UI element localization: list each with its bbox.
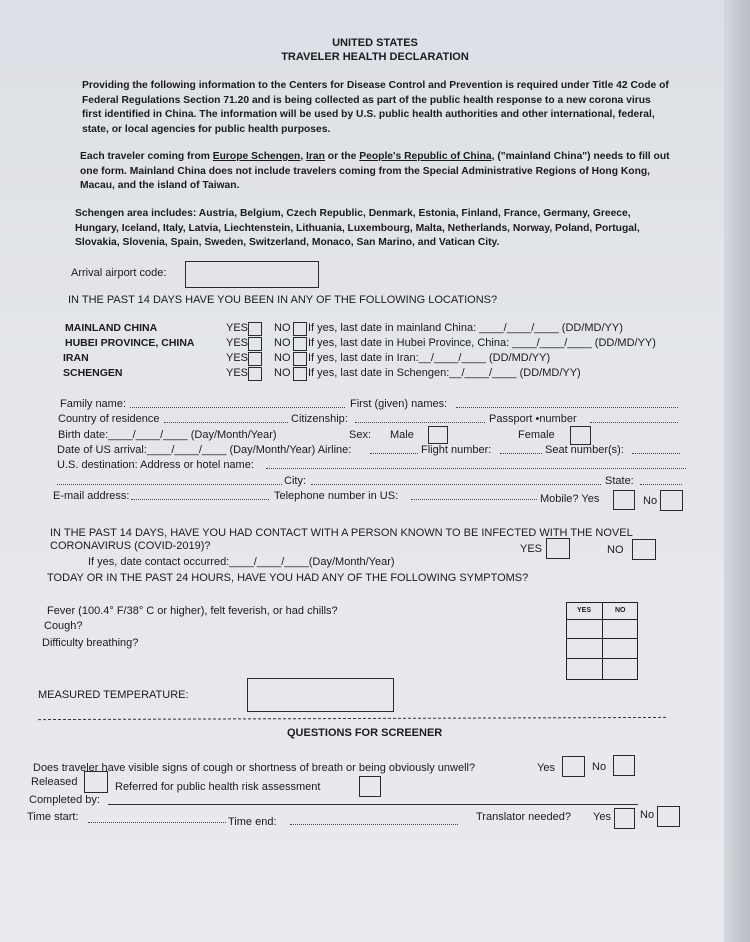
referred-label: Referred for public health risk assessment	[115, 781, 321, 793]
arrival-date-field[interactable]: Date of US arrival:____/____/____ (Day/Month/Year) Airline:	[57, 444, 352, 456]
airline-input[interactable]	[370, 453, 418, 454]
no-checkbox[interactable]	[293, 352, 307, 366]
yes-checkbox[interactable]	[248, 367, 262, 381]
contact-no-label: NO	[607, 544, 624, 556]
passport-input[interactable]	[590, 422, 678, 423]
telephone-label: Telephone number in US:	[274, 490, 399, 502]
citizenship-input[interactable]	[355, 422, 485, 423]
symptom-breathing: Difficulty breathing?	[42, 637, 139, 649]
yes-checkbox[interactable]	[248, 322, 262, 336]
first-names-label: First (given) names:	[350, 398, 448, 410]
yes-label: YES	[226, 367, 249, 379]
no-label: NO	[274, 322, 291, 334]
email-input[interactable]	[131, 499, 269, 500]
symptoms-question: TODAY OR IN THE PAST 24 HOURS, HAVE YOU HAD ANY OF THE FOLLOWING SYMPTOMS?	[47, 572, 529, 584]
arrival-airport-input[interactable]	[185, 261, 319, 288]
grid-no-header: NO	[615, 607, 626, 614]
cut-line	[38, 717, 666, 720]
screener-no-checkbox[interactable]	[613, 755, 635, 776]
seat-number-input[interactable]	[632, 453, 680, 454]
yes-label: YES	[226, 322, 249, 334]
location-name: IRAN	[63, 352, 89, 364]
grid-divider	[567, 619, 637, 620]
contact-yes-checkbox[interactable]	[546, 538, 570, 559]
yes-checkbox[interactable]	[248, 337, 262, 351]
no-checkbox[interactable]	[293, 367, 307, 381]
birth-date-field[interactable]: Birth date:____/____/____ (Day/Month/Year)	[58, 429, 277, 441]
citizenship-label: Citizenship:	[291, 413, 348, 425]
translator-no-checkbox[interactable]	[657, 806, 680, 827]
female-label: Female	[518, 429, 555, 441]
mobile-no-label: No	[643, 495, 658, 507]
temperature-label: MEASURED TEMPERATURE:	[38, 689, 189, 701]
mobile-yes-checkbox[interactable]	[613, 490, 635, 510]
seat-number-label: Seat number(s):	[545, 444, 624, 456]
released-checkbox[interactable]	[84, 771, 108, 793]
form-title: TRAVELER HEALTH DECLARATION	[281, 51, 469, 63]
link-iran: Iran	[306, 151, 325, 162]
location-name: SCHENGEN	[63, 367, 123, 379]
referred-checkbox[interactable]	[359, 776, 381, 797]
destination-input[interactable]	[266, 468, 686, 469]
contact-date-field[interactable]: If yes, date contact occurred:____/____/____(Day/Month/Year)	[88, 556, 395, 568]
no-label: NO	[274, 367, 291, 379]
last-date-text: If yes, last date in Schengen:__/____/____ (DD/MD/YY)	[308, 367, 581, 379]
time-start-input[interactable]	[88, 822, 226, 823]
city-label: City:	[284, 475, 306, 487]
passport-label: Passport •number	[489, 413, 577, 425]
form-country: UNITED STATES	[332, 37, 418, 49]
telephone-input[interactable]	[411, 499, 537, 500]
country-label: Country of residence	[58, 413, 160, 425]
location-name: MAINLAND CHINA	[65, 322, 158, 334]
contact-no-checkbox[interactable]	[632, 539, 656, 560]
city-input[interactable]	[311, 484, 601, 485]
male-checkbox[interactable]	[428, 426, 448, 444]
intro-paragraph-2: Each traveler coming from Europe Schengen, Iran or the People's Republic of China, ("mainland China") needs to fill out one form. Mainland China does not include travelers coming from the Special Administrative Regions of Hong Kong, Macau, and the island of Taiwan.	[80, 151, 670, 191]
time-start-label: Time start:	[27, 811, 79, 823]
sex-label: Sex:	[349, 429, 372, 441]
released-label: Released	[31, 776, 78, 788]
location-name: HUBEI PROVINCE, CHINA	[65, 337, 195, 349]
yes-label: YES	[226, 352, 249, 364]
contact-question: IN THE PAST 14 DAYS, HAVE YOU HAD CONTACT WITH A PERSON KNOWN TO BE INFECTED WITH THE NOVEL	[50, 527, 633, 539]
paper-edge	[724, 0, 750, 942]
contact-question-cont: CORONAVIRUS (COVID-2019)?	[50, 540, 211, 552]
no-label: NO	[274, 337, 291, 349]
symptoms-grid	[566, 602, 638, 680]
country-input[interactable]	[164, 422, 288, 423]
family-name-label: Family name:	[60, 398, 127, 410]
screener-title: QUESTIONS FOR SCREENER	[287, 727, 443, 739]
completed-by-label: Completed by:	[29, 794, 100, 806]
last-date-text: If yes, last date in mainland China: ____/____/____ (DD/MD/YY)	[308, 322, 623, 334]
screener-yes-checkbox[interactable]	[562, 756, 585, 777]
address-input[interactable]	[57, 484, 282, 485]
yes-label: YES	[226, 337, 249, 349]
grid-yes-header: YES	[577, 607, 592, 614]
flight-number-label: Flight number:	[421, 444, 492, 456]
no-label: NO	[274, 352, 291, 364]
locations-question: IN THE PAST 14 DAYS HAVE YOU BEEN IN ANY OF THE FOLLOWING LOCATIONS?	[68, 294, 498, 306]
completed-by-input[interactable]	[108, 804, 638, 805]
translator-yes-checkbox[interactable]	[614, 808, 635, 829]
mobile-yes-label: Mobile? Yes	[540, 493, 600, 505]
mobile-no-checkbox[interactable]	[660, 490, 683, 511]
screener-yes-label: Yes	[537, 762, 555, 774]
grid-divider	[567, 658, 637, 659]
time-end-label: Time end:	[228, 816, 277, 828]
yes-checkbox[interactable]	[248, 352, 262, 366]
email-label: E-mail address:	[53, 490, 130, 502]
male-label: Male	[390, 429, 414, 441]
no-checkbox[interactable]	[293, 337, 307, 351]
state-input[interactable]	[640, 484, 682, 485]
state-label: State:	[605, 475, 634, 487]
contact-yes-label: YES	[520, 543, 543, 555]
translator-no-label: No	[640, 809, 655, 821]
arrival-airport-label: Arrival airport code:	[71, 267, 167, 279]
intro-paragraph-1: Providing the following information to the Centers for Disease Control and Prevention is required under Title 42 Code of Federal Regulations Section 71.20 and is being collected as part of the public health response to a new corona virus first identified in China. The information will be used by U.S. public health authorities and other international, federal, state, or local agencies for public health purposes.	[82, 80, 669, 135]
translator-label: Translator needed?	[476, 811, 571, 823]
grid-divider	[602, 603, 603, 679]
translator-yes-label: Yes	[593, 811, 611, 823]
symptom-fever: Fever (100.4° F/38° C or higher), felt feverish, or had chills?	[47, 605, 338, 617]
no-checkbox[interactable]	[293, 322, 307, 336]
link-prc: People's Republic of China	[359, 151, 492, 162]
screener-no-label: No	[592, 761, 607, 773]
symptom-cough: Cough?	[44, 620, 83, 632]
flight-number-input[interactable]	[500, 453, 542, 454]
time-end-input[interactable]	[290, 824, 458, 825]
temperature-input[interactable]	[247, 678, 394, 712]
schengen-paragraph: Schengen area includes: Austria, Belgium, Czech Republic, Denmark, Estonia, Finland, France, Germany, Greece, Hungary, Iceland, Italy, Latvia, Liechtenstein, Lithuania, Luxembourg, Malta, Netherlands, Norway, Poland, Portugal, Slovakia, Slovenia, Spain, Sweden, Switzerland, Monaco, San Marino, and Vatican City.	[75, 208, 640, 248]
grid-divider	[567, 638, 637, 639]
family-name-input[interactable]	[130, 407, 345, 408]
screener-question: Does traveler have visible signs of cough or shortness of breath or being obviously unwell?	[33, 762, 476, 774]
last-date-text: If yes, last date in Hubei Province, China: ____/____/____ (DD/MD/YY)	[308, 337, 656, 349]
first-names-input[interactable]	[456, 407, 678, 408]
destination-label: U.S. destination: Address or hotel name:	[57, 459, 254, 471]
last-date-text: If yes, last date in Iran:__/____/____ (DD/MD/YY)	[308, 352, 551, 364]
link-europe-schengen: Europe Schengen	[212, 151, 301, 162]
